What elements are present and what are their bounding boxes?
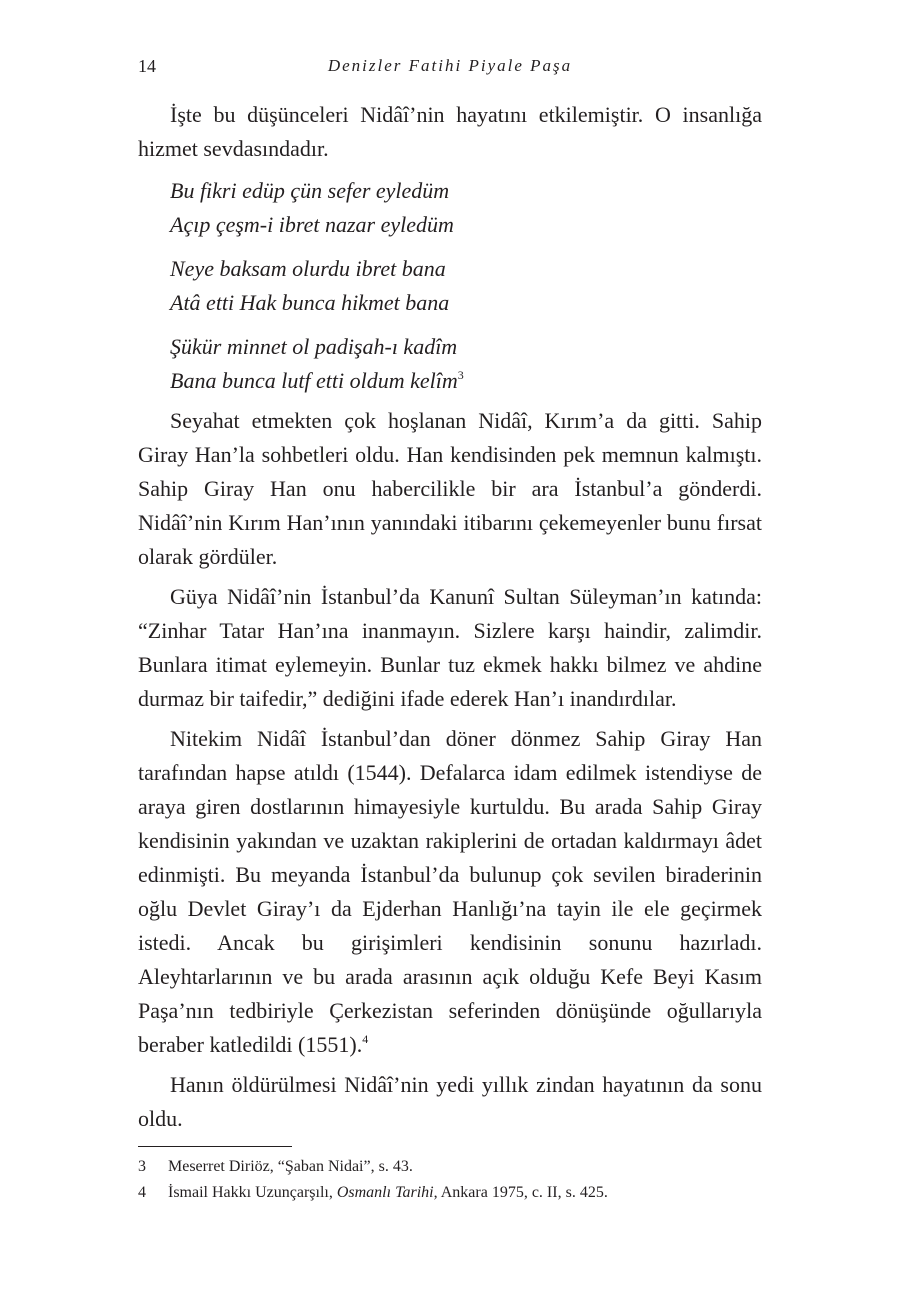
body-text <box>138 98 762 1136</box>
verse-block <box>170 174 762 398</box>
footnote-4 <box>138 1180 762 1206</box>
footnote-author: İsmail Hakkı Uzunçarşılı, <box>168 1184 337 1201</box>
page-number: 14 <box>138 56 156 76</box>
paragraph-hanin: Hanın öldürülmesi Nidâî’nin yedi yıllık zindan hayatının da sonu oldu. <box>138 1072 762 1131</box>
paragraph-kirim: Seyahat etmekten çok hoşlanan Nidâî, Kırım’a da gitti. Sahip Giray Han’la sohbetleri oldu. Han kendisinden pek memnun kalmıştı. Sahip Giray Han onu habercilikle bir ara İstanbul’a gönderdi. Nidâî’nin Kırım Han’ının yanındaki itibarını çekemeyenler bunu fırsat olarak gördüler. <box>138 408 762 569</box>
footnote-text: Meserret Diriöz, “Şaban Nidai”, s. 43. <box>168 1158 413 1175</box>
footnote-3 <box>138 1154 762 1180</box>
verse-line: Şükür minnet ol padişah-ı kadîm <box>170 334 458 359</box>
footnote-reference-3[interactable]: 3 <box>457 368 464 382</box>
footnote-number: 3 <box>138 1158 146 1175</box>
footnote-citation: , Ankara 1975, c. II, s. 425. <box>433 1184 608 1201</box>
verse-line: Neye baksam olurdu ibret bana <box>170 256 446 281</box>
verse-line-text: Bana bunca lutf etti oldum kelîm <box>170 368 458 393</box>
page-header <box>138 56 762 84</box>
verse-line-with-footnote <box>170 364 762 398</box>
verse-stanza <box>170 174 762 242</box>
paragraph-nitekim <box>138 722 762 1062</box>
running-title: Denizler Fatihi Piyale Paşa <box>327 56 573 75</box>
footnote-reference-4[interactable]: 4 <box>362 1032 369 1046</box>
paragraph-guya: Güya Nidâî’nin İstanbul’da Kanunî Sultan Süleyman’ın katında: “Zinhar Tatar Han’ına inanmayın. Sizlere karşı haindir, zalimdir. Bunlara itimat eylemeyin. Bunlar tuz ekmek hakkı bilmez ve ahdine durmaz bir taifedir,” dediğini ifade ederek Han’ı inandırdılar. <box>138 584 762 711</box>
verse-line: Atâ etti Hak bunca hikmet bana <box>170 290 450 315</box>
intro-paragraph: İşte bu düşünceleri Nidâî’nin hayatını etkilemiştir. O insanlığa hizmet sevdasındadır. <box>138 102 762 161</box>
footnote-book-title: Osmanlı Tarihi <box>336 1184 434 1201</box>
footnote-divider <box>138 1146 292 1147</box>
footnotes <box>138 1154 762 1206</box>
verse-line: Açıp çeşm-i ibret nazar eyledüm <box>170 212 454 237</box>
footnote-number: 4 <box>138 1184 146 1201</box>
verse-line: Bu fikri edüp çün sefer eyledüm <box>170 178 450 203</box>
verse-stanza <box>170 330 762 398</box>
paragraph-nitekim-text: Nitekim Nidâî İstanbul’dan döner dönmez Sahip Giray Han tarafından hapse atıldı (1544). Defalarca idam edilmek istendiyse de araya giren dostlarının himayesiyle kurtuldu. Bu arada Sahip Giray kendisinin yakından ve uzaktan rakiplerini de ortadan kaldırmayı âdet edinmişti. Bu meyanda İstanbul’da bulunup çok sevilen biraderinin oğlu Devlet Giray’ı da Ejderhan Hanlığı’na tayin ile ele geçirmek istedi. Ancak bu girişimleri kendisinin sonunu hazırladı. Aleyhtarlarının ve bu arada arasının açık olduğu Kefe Beyi Kasım Paşa’nın tedbiriyle Çerkezistan seferinden dönüşünde oğullarıyla beraber katledildi (1551). <box>138 726 762 1057</box>
verse-stanza <box>170 252 762 320</box>
